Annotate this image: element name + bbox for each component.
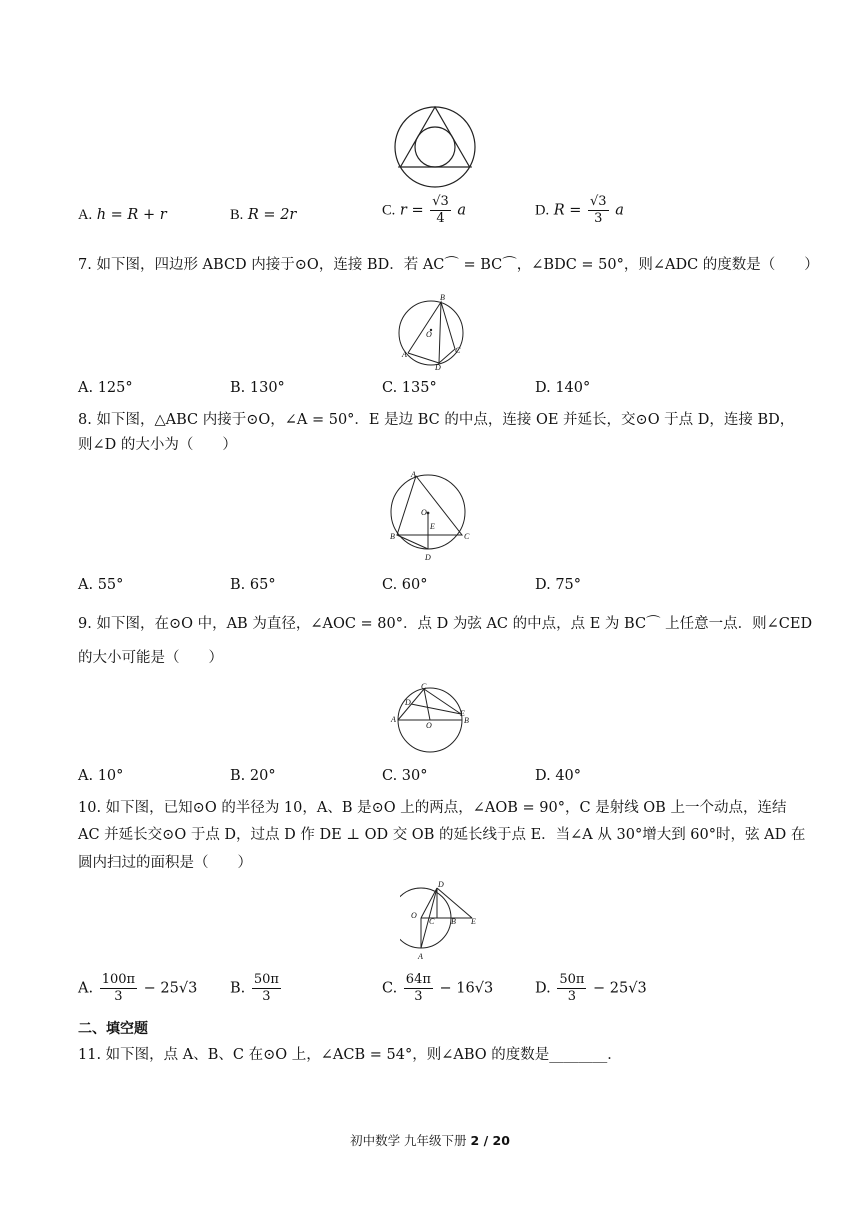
q9-label-d: D	[405, 698, 411, 707]
q6-option-b[interactable]: B. R = 2r	[230, 207, 297, 223]
q9-label-c: C	[421, 682, 427, 691]
fraction: $\frac{√3}{3}$	[590, 194, 607, 226]
fraction: $\frac{50\pi}{3}$	[559, 972, 585, 1004]
q7-text: 7. 如下图，四边形 ABCD 内接于⊙O，连接 BD．若 AC⌒ = BC⌒，∠BDC = 50°，则∠ADC 的度数是（ ）	[78, 257, 819, 273]
q10-label-d: D	[438, 880, 444, 889]
q8-option-d[interactable]: D. 75°	[535, 577, 582, 593]
section-title: 二、填空题	[78, 1021, 148, 1037]
fraction: $\frac{50\pi}{3}$	[253, 972, 279, 1004]
q6-option-c[interactable]: C. r = $\frac{√3}{4}$ a	[382, 194, 467, 226]
q10-label-b: B	[451, 917, 456, 926]
q7-label-o: O	[426, 330, 432, 339]
q7-label-a: A	[402, 350, 407, 359]
q6-option-a[interactable]: A. h = R + r	[78, 207, 167, 223]
q8-text-line1: 8. 如下图，△ABC 内接于⊙O，∠A = 50°．E 是边 BC 的中点，连接 OE 并延长，交⊙O 于点 D，连接 BD，	[78, 412, 795, 428]
q9-option-d[interactable]: D. 40°	[535, 768, 582, 784]
q8-text-line2: 则∠D 的大小为（ ）	[78, 437, 237, 453]
footer-text: 初中数学 九年级下册	[350, 1133, 471, 1148]
q6-option-d[interactable]: D. R = $\frac{√3}{3}$ a	[535, 194, 624, 226]
q9-text-line1: 9. 如下图，在⊙O 中，AB 为直径，∠AOC = 80°．点 D 为弦 AC 的中点，点 E 为 BC⌒ 上任意一点．则∠CED	[78, 616, 813, 632]
q8-label-a: A	[411, 470, 416, 479]
figure-q9	[388, 682, 478, 754]
fraction: $\frac{√3}{4}$	[432, 194, 449, 226]
q7-label-b: B	[440, 293, 445, 302]
q10-option-c[interactable]: C. $\frac{64\pi}{3}$ − 16√3	[382, 972, 494, 1004]
q9-label-a: A	[391, 715, 396, 724]
page-footer	[0, 1131, 860, 1149]
q10-label-o: O	[411, 911, 417, 920]
figure-q7	[398, 290, 468, 370]
q7-option-b[interactable]: B. 130°	[230, 380, 285, 396]
q10-label-c: C	[429, 917, 435, 926]
q7-option-a[interactable]: A. 125°	[78, 380, 133, 396]
q7-option-d[interactable]: D. 140°	[535, 380, 591, 396]
q8-label-d: D	[425, 553, 431, 562]
q9-option-b[interactable]: B. 20°	[230, 768, 276, 784]
q8-label-o: O	[421, 508, 427, 517]
q10-label-e: E	[471, 917, 476, 926]
q9-option-a[interactable]: A. 10°	[78, 768, 124, 784]
q7-label-c: C	[455, 346, 461, 355]
q11-text: 11. 如下图，点 A、B、C 在⊙O 上，∠ACB = 54°，则∠ABO 的度数是________．	[78, 1047, 622, 1063]
figure-q10	[400, 878, 482, 963]
q9-option-c[interactable]: C. 30°	[382, 768, 428, 784]
fraction: $\frac{64\pi}{3}$	[405, 972, 431, 1004]
q7-option-c[interactable]: C. 135°	[382, 380, 437, 396]
q10-text-line1: 10. 如下图，已知⊙O 的半径为 10，A、B 是⊙O 上的两点，∠AOB = 90°，C 是射线 OB 上一个动点，连结	[78, 800, 787, 816]
page-number: 2 / 20	[470, 1133, 510, 1148]
q7-label-d: D	[435, 363, 441, 370]
q10-text-line3: 圆内扫过的面积是（ ）	[78, 855, 252, 871]
q10-option-d[interactable]: D. $\frac{50\pi}{3}$ − 25√3	[535, 972, 647, 1004]
q8-option-c[interactable]: C. 60°	[382, 577, 428, 593]
figure-q6	[393, 105, 477, 189]
q8-label-c: C	[464, 532, 470, 541]
q10-option-b[interactable]: B. $\frac{50\pi}{3}$	[230, 972, 279, 1004]
q9-label-b: B	[464, 716, 469, 725]
figure-q8	[385, 467, 475, 567]
q9-label-e: E	[460, 709, 465, 718]
q8-label-e: E	[430, 522, 435, 531]
q10-option-a[interactable]: A. $\frac{100\pi}{3}$ − 25√3	[78, 972, 198, 1004]
q10-text-line2: AC 并延长交⊙O 于点 D，过点 D 作 DE ⊥ OD 交 OB 的延长线于点 E．当∠A 从 30°增大到 60°时，弦 AD 在	[78, 827, 806, 843]
q9-text-line2: 的大小可能是（ ）	[78, 650, 223, 666]
q8-option-b[interactable]: B. 65°	[230, 577, 276, 593]
q8-option-a[interactable]: A. 55°	[78, 577, 124, 593]
fraction: $\frac{100\pi}{3}$	[101, 972, 136, 1004]
q8-label-b: B	[390, 532, 395, 541]
q10-label-a: A	[418, 952, 423, 961]
q9-label-o: O	[426, 721, 432, 730]
